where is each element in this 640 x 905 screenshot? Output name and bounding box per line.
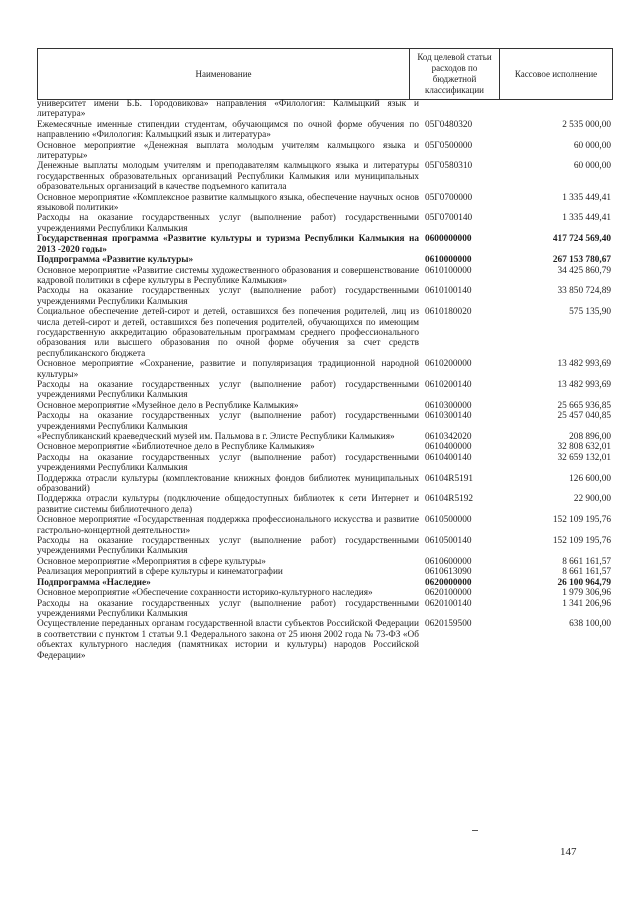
header-amount: Кассовое исполнение bbox=[514, 68, 598, 79]
table-row bbox=[37, 432, 611, 442]
row-amount: 267 153 780,67 bbox=[552, 255, 611, 266]
table-row bbox=[37, 120, 611, 141]
row-name: Подпрограмма «Развитие культуры» bbox=[37, 255, 194, 266]
row-amount: 60 000,00 bbox=[573, 161, 611, 172]
row-name: «Республиканский краеведческий музей им. Пальмова в г. Элисте Республики Калмыкия» bbox=[37, 432, 395, 442]
header-code: Код целевой статьи расходов по бюджетной классификации bbox=[410, 49, 500, 99]
table-row bbox=[37, 286, 611, 307]
row-name: Поддержка отрасли культуры (подключение общедоступных библиотек к сети Интернет и развитие системы библиотечного дела) bbox=[37, 494, 419, 515]
row-amount: 575 135,90 bbox=[569, 307, 611, 318]
row-code: 0620100140 bbox=[425, 598, 472, 609]
table-row bbox=[37, 619, 611, 661]
row-code: 0610200000 bbox=[425, 359, 472, 370]
row-code: 0610100000 bbox=[425, 265, 472, 276]
row-code: 0620159500 bbox=[425, 619, 472, 630]
row-amount: 8 661 161,57 bbox=[562, 567, 611, 578]
row-name: Основное мероприятие «Обеспечение сохранности историко-культурного наследия» bbox=[37, 588, 373, 599]
table-row bbox=[37, 588, 611, 598]
row-name: Расходы на оказание государственных услуг (выполнение работ) государственными учреждениями Республики Калмыкия bbox=[37, 213, 419, 234]
table-row bbox=[37, 411, 611, 432]
table-row bbox=[37, 307, 611, 359]
table-row bbox=[37, 567, 611, 577]
row-name: университет имени Б.Б. Городовикова» направления «Филология: Калмыцкий язык и литература» bbox=[37, 99, 419, 120]
row-name: Денежные выплаты молодым учителям и преподавателям калмыцкого языка и литературы государственных образовательных организаций Республики Калмыкия или муниципальных образовательных организаций в качестве подъемного капитала bbox=[37, 161, 419, 193]
table-row bbox=[37, 99, 611, 120]
row-name: Основное мероприятие «Сохранение, развитие и популяризация традиционной народной культуры» bbox=[37, 359, 419, 380]
table-row bbox=[37, 255, 611, 265]
row-name: Основное мероприятие «Комплексное развитие калмыцкого языка, обеспечение научных основ языковой политики» bbox=[37, 192, 419, 214]
table-row bbox=[37, 193, 611, 214]
row-name: Государственная программа «Развитие культуры и туризма Республики Калмыкия на 2013 -2020 годы» bbox=[37, 234, 419, 255]
row-name: Основное мероприятие «Государственная поддержка профессионального искусства и развитие гастрольно-концертной деятельности» bbox=[37, 515, 419, 536]
row-name: Основное мероприятие «Денежная выплата молодым учителям калмыцкого языка и литературы» bbox=[37, 140, 419, 162]
row-amount: 1 341 206,96 bbox=[562, 598, 611, 609]
row-name: Основное мероприятие «Развитие системы художественного образования и совершенствование кадровой политики в сфере культуры в Республике Калмыкия» bbox=[37, 265, 419, 286]
row-amount: 2 535 000,00 bbox=[562, 119, 611, 130]
row-code: 05Г0500000 bbox=[425, 140, 473, 151]
row-code: 0610100140 bbox=[425, 286, 472, 297]
row-code: 0610613090 bbox=[425, 567, 472, 578]
row-code bbox=[419, 99, 511, 120]
row-code: 05Г0700140 bbox=[425, 213, 473, 224]
row-code: 0610500140 bbox=[425, 536, 472, 547]
row-amount: 1 335 449,41 bbox=[562, 213, 611, 224]
row-name: Основное мероприятие «Мероприятия в сфере культуры» bbox=[37, 556, 266, 567]
row-code: 0620100000 bbox=[425, 588, 472, 599]
row-code: 0610180020 bbox=[425, 307, 472, 318]
table-row bbox=[37, 494, 611, 515]
table-row bbox=[37, 234, 611, 255]
table-row bbox=[37, 578, 611, 588]
row-amount: 13 482 993,69 bbox=[557, 379, 611, 390]
table-row bbox=[37, 515, 611, 536]
row-code: 0610342020 bbox=[425, 432, 472, 442]
row-name: Основное мероприятие «Библиотечное дело в Республике Калмыкия» bbox=[37, 442, 315, 453]
table-row bbox=[37, 380, 611, 401]
row-code: 0610600000 bbox=[425, 556, 472, 567]
table-row bbox=[37, 266, 611, 287]
table-row bbox=[37, 442, 611, 452]
table-row bbox=[37, 453, 611, 474]
row-code: 05Г0480320 bbox=[425, 119, 473, 130]
row-amount bbox=[511, 99, 611, 120]
row-name: Подпрограмма «Наследие» bbox=[37, 577, 151, 588]
row-code: 0610400140 bbox=[425, 452, 472, 463]
row-name: Ежемесячные именные стипендии студентам, обучающимся по очной форме обучения по направлению «Филология: Калмыцкий язык и литература» bbox=[37, 119, 419, 141]
row-code: 0610400000 bbox=[425, 442, 472, 453]
table-row bbox=[37, 401, 611, 411]
table-row bbox=[37, 536, 611, 557]
row-code: 0610300140 bbox=[425, 411, 472, 422]
table-body bbox=[37, 99, 611, 661]
row-name: Расходы на оказание государственных услуг (выполнение работ) государственными учреждениями Республики Калмыкия bbox=[37, 598, 419, 619]
row-amount: 126 600,00 bbox=[569, 473, 611, 484]
table-row bbox=[37, 141, 611, 162]
row-amount: 13 482 993,69 bbox=[557, 359, 611, 370]
table-row bbox=[37, 161, 611, 192]
row-amount: 208 896,00 bbox=[569, 432, 611, 442]
row-name: Реализация мероприятий в сфере культуры и кинематографии bbox=[37, 567, 283, 578]
row-name: Поддержка отрасли культуры (комплектование книжных фондов библиотек муниципальных образований) bbox=[37, 473, 419, 495]
table-header bbox=[37, 48, 613, 100]
row-name: Расходы на оказание государственных услуг (выполнение работ) государственными учреждениями Республики Калмыкия bbox=[37, 411, 419, 432]
row-amount: 1 335 449,41 bbox=[562, 192, 611, 203]
row-code: 0610000000 bbox=[425, 255, 472, 266]
scan-mark bbox=[472, 830, 478, 831]
row-amount: 417 724 569,40 bbox=[552, 234, 611, 245]
row-amount: 8 661 161,57 bbox=[562, 556, 611, 567]
row-name: Расходы на оказание государственных услуг (выполнение работ) государственными учреждениями Республики Калмыкия bbox=[37, 379, 419, 401]
row-amount: 1 979 306,96 bbox=[562, 588, 611, 599]
row-amount: 60 000,00 bbox=[573, 140, 611, 151]
row-code: 06104R5191 bbox=[425, 473, 474, 484]
row-code: 0610500000 bbox=[425, 515, 472, 526]
row-code: 05Г0580310 bbox=[425, 161, 473, 172]
row-code: 0610200140 bbox=[425, 379, 472, 390]
table-row bbox=[37, 359, 611, 380]
row-name: Расходы на оказание государственных услуг (выполнение работ) государственными учреждениями Республики Калмыкия bbox=[37, 536, 419, 557]
row-amount: 26 100 964,79 bbox=[557, 577, 611, 588]
row-code: 0600000000 bbox=[425, 234, 472, 245]
row-name: Осуществление переданных органам государственной власти субъектов Российской Федерации в соответствии с пунктом 1 статьи 9.1 Федерального закона от 25 июня 2002 года № 73-ФЗ «Об объектах культурного наследия (памятниках истории и культуры) народов Российской Федерации» bbox=[37, 619, 419, 661]
table-row bbox=[37, 213, 611, 234]
table-row bbox=[37, 557, 611, 567]
row-name: Социальное обеспечение детей-сирот и детей, оставшихся без попечения родителей, лиц из числа детей-сирот и детей, оставшихся без попечения родителей, обучающихся по имеющим государственную аккредитацию образовательным программам среднего профессионального образования или высшего образования по очной форме обучения за счет средств республиканского бюджета bbox=[37, 307, 419, 359]
row-name: Основное мероприятие «Музейное дело в Республике Калмыкия» bbox=[37, 400, 299, 411]
table-row bbox=[37, 599, 611, 620]
row-amount: 22 900,00 bbox=[573, 494, 611, 505]
page-number: 147 bbox=[560, 846, 577, 858]
row-amount: 33 850 724,89 bbox=[557, 286, 611, 297]
row-name: Расходы на оказание государственных услуг (выполнение работ) государственными учреждениями Республики Калмыкия bbox=[37, 286, 419, 307]
row-code: 0620000000 bbox=[425, 577, 472, 588]
row-amount: 34 425 860,79 bbox=[557, 265, 611, 276]
row-amount: 25 665 936,85 bbox=[557, 400, 611, 411]
row-amount: 152 109 195,76 bbox=[552, 536, 611, 547]
row-amount: 25 457 040,85 bbox=[557, 411, 611, 422]
row-code: 0610300000 bbox=[425, 400, 472, 411]
row-code: 05Г0700000 bbox=[425, 192, 473, 203]
row-name: Расходы на оказание государственных услуг (выполнение работ) государственными учреждениями Республики Калмыкия bbox=[37, 452, 419, 474]
row-code: 06104R5192 bbox=[425, 494, 474, 505]
row-amount: 152 109 195,76 bbox=[552, 515, 611, 526]
table-row bbox=[37, 474, 611, 495]
row-amount: 32 659 132,01 bbox=[557, 452, 611, 463]
row-amount: 32 808 632,01 bbox=[557, 442, 611, 453]
row-amount: 638 100,00 bbox=[569, 619, 611, 630]
header-name: Наименование bbox=[38, 49, 410, 99]
